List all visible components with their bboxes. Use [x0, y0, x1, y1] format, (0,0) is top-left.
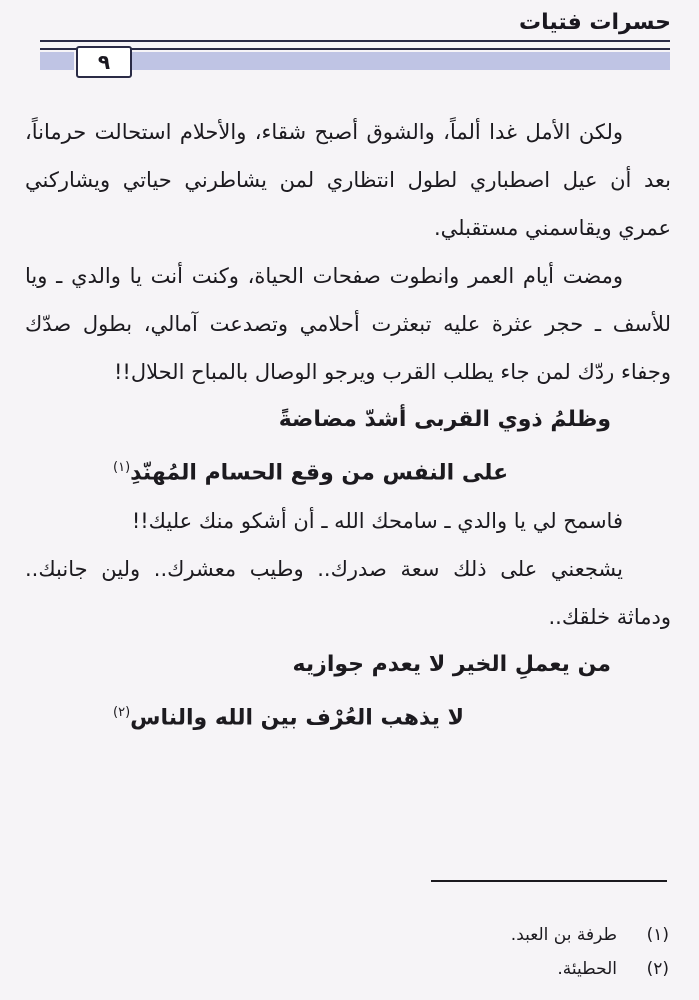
verse-2-second-text: لا يذهب العُرْف بين الله والناس — [130, 705, 465, 731]
footnote-separator — [431, 880, 667, 882]
paragraph-3: فاسمح لي يا والدي ـ سامحك الله ـ أن أشكو منك عليك!! — [131, 509, 623, 534]
footnote-2-number: (٢) — [646, 959, 669, 979]
verse-1-first-hemistich: وظلمُ ذوي القربى أشدّ مضاضةً — [278, 407, 611, 432]
footnote-ref-2: (٢) — [113, 705, 131, 721]
paragraph-4: يشجعني على ذلك سعة صدرك.. وطيب معشرك.. ولين جانبك.. ودماثة خلقك.. — [25, 557, 671, 630]
footnote-1-text: طرفة بن العبد. — [510, 925, 617, 945]
header-bar-left — [40, 52, 74, 70]
verse-1-second-text: على النفس من وقع الحسام المُهنّدِ — [130, 460, 509, 486]
running-header-title: حسرات فتيات — [519, 10, 671, 35]
footnote-2 — [511, 952, 669, 986]
paragraph-1: ولكن الأمل غدا ألماً، والشوق أصبح شقاء، والأحلام استحالت حرماناً، بعد أن عيل اصطباري لطول انتظاري لمن يشاطرني حياتي ويشاركني عمري ويقاسمني مستقبلي. — [25, 120, 671, 240]
footnote-1 — [511, 918, 669, 952]
verse-2-second-hemistich — [25, 689, 671, 742]
verse-1-second-hemistich — [25, 444, 671, 497]
footnote-1-number: (١) — [646, 925, 669, 945]
footnote-2-text: الحطيئة. — [557, 959, 617, 979]
footnotes — [511, 918, 669, 986]
paragraph-2: ومضت أيام العمر وانطوت صفحات الحياة، وكنت أنت يا والدي ـ ويا للأسف ـ حجر عثرة عليه تبعثرت أحلامي وتصدعت آمالي، بطول صدّك وجفاء ردّك لمن جاء يطلب القرب ويرجو الوصال بالمباح الحلال!! — [25, 264, 671, 384]
verse-2-first-hemistich: من يعملِ الخير لا يعدم جوازيه — [292, 652, 611, 678]
body-text — [25, 108, 671, 743]
footnote-ref-1: (١) — [113, 460, 131, 475]
header-bar-right — [132, 52, 670, 70]
page-number-badge: ٩ — [76, 46, 132, 78]
header-rule — [40, 40, 670, 50]
